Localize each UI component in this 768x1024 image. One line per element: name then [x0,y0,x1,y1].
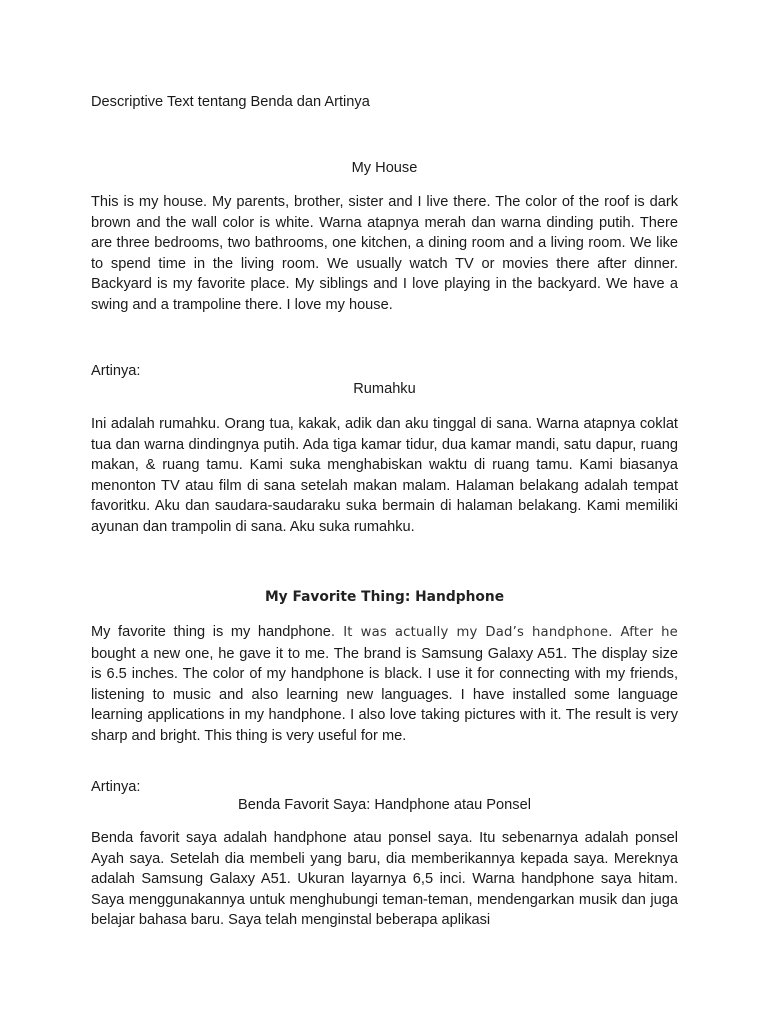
paragraph-favorite-thing [91,622,678,747]
document-title: Descriptive Text tentang Benda dan Artinya [91,94,370,110]
paragraph-favorite-thing-start: My favorite thing is my handphone [91,624,331,640]
paragraph-favorite-thing-alt: . It was actually my Dad’s handphone. After he [330,625,678,640]
paragraph-favorite-thing-rest: bought a new one, he gave it to me. The brand is Samsung Galaxy A51. The display size is 6.5 inches. The color of my handphone is black. I use it for connecting with my friends, listening to music and also learning new languages. I have installed some language learning applications in my handphone. I also love taking pictures with it. The result is very sharp and bright. This thing is very useful for me. [91,645,678,744]
paragraph-rumahku: Ini adalah rumahku. Orang tua, kakak, adik dan aku tinggal di sana. Warna atapnya coklat tua dan warna dindingnya putih. Ada tiga kamar tidur, dua kamar mandi, satu dapur, ruang makan, & ruang tamu. Kami suka menghabiskan waktu di ruang tamu. Kami biasanya menonton TV atau film di sana setelah makan malam. Halaman belakang adalah tempat favoritku. Aku dan saudara-saudaraku suka bermain di halaman belakang. Kami memiliki ayunan dan trampolin di sana. Aku suka rumahku. [91,416,678,535]
section-heading-favorite-thing: My Favorite Thing: Handphone [264,589,505,605]
paragraph-my-house: This is my house. My parents, brother, sister and I live there. The color of the roof is dark brown and the wall color is white. Warna atapnya merah dan warna dinding putih. There are three bedrooms, two bathrooms, one kitchen, a dining room and a living room. We like to spend time in the living room. We usually watch TV or movies there after dinner. Backyard is my favorite place. My siblings and I love playing in the backyard. We have a swing and a trampoline there. I love my house. [91,194,678,313]
translation-label: Artinya: [91,363,141,379]
section-heading-my-house: My House [351,160,418,176]
section-heading-rumahku: Rumahku [353,381,416,397]
paragraph-benda-favorit: Benda favorit saya adalah handphone atau ponsel saya. Itu sebenarnya adalah ponsel Ayah saya. Setelah dia membeli yang baru, dia memberikannya kepada saya. Mereknya adalah Samsung Galaxy A51. Ukuran layarnya 6,5 inci. Warna handphone saya hitam. Saya menggunakannya untuk menghubungi teman-teman, mendengarkan musik dan juga belajar bahasa baru. Saya telah menginstal beberapa aplikasi [91,830,678,929]
translation-label-2: Artinya: [91,779,141,795]
section-heading-benda-favorit: Benda Favorit Saya: Handphone atau Ponsel [238,797,531,813]
